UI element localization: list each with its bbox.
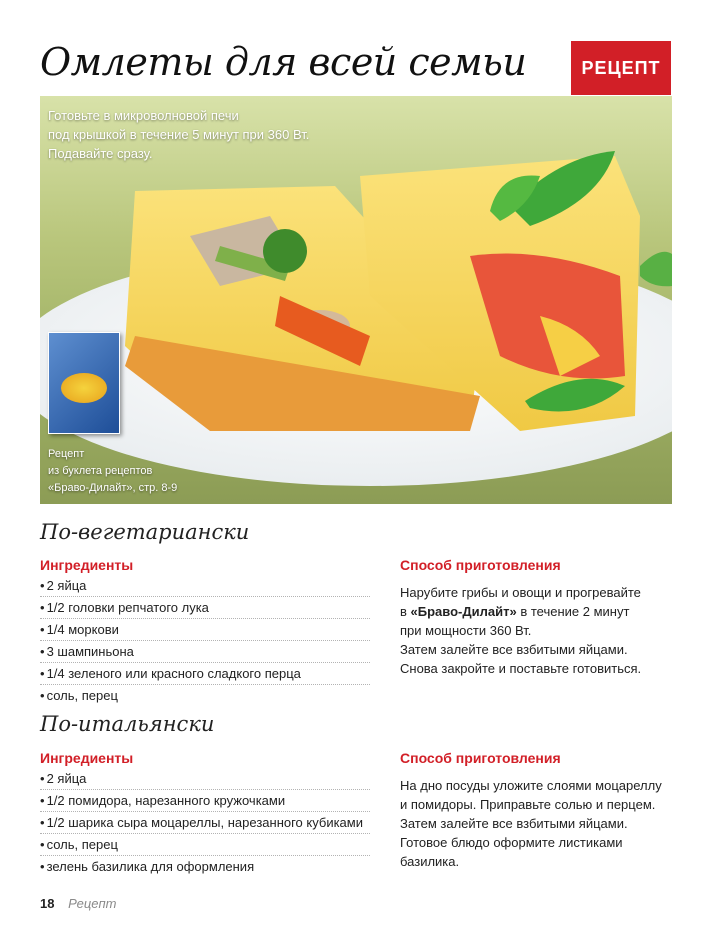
method-line: базилика. (400, 854, 460, 869)
method-title-italian: Способ приготовления (400, 750, 561, 766)
page-footer (40, 896, 117, 911)
method-line: в «Браво-Дилайт» в течение 2 минут (400, 604, 630, 619)
ingredients-title-vegetarian: Ингредиенты (40, 557, 134, 573)
method-line: Затем залейте все взбитыми яйцами. (400, 816, 628, 831)
recipe-badge: РЕЦЕПТ (571, 41, 671, 95)
intro-line: Готовьте в микроволновой печи (48, 108, 239, 123)
method-title-vegetarian: Способ приготовления (400, 557, 561, 573)
section-heading-vegetarian: По-вегетариански (40, 520, 250, 544)
page-title: Омлеты для всей семьи (40, 40, 527, 84)
booklet-omelet-image (61, 373, 107, 403)
ingredient-item: • 1/2 помидора, нарезанного кружочками (40, 790, 370, 812)
method-text-vegetarian (400, 583, 641, 678)
booklet-caption-line: из буклета рецептов (48, 465, 153, 477)
method-text-italian (400, 776, 662, 871)
footer-section-label: Рецепт (68, 896, 117, 911)
method-line: Нарубите грибы и овощи и прогревайте (400, 585, 641, 600)
method-line: Снова закройте и поставьте готовиться. (400, 661, 642, 676)
ingredients-list-italian (40, 768, 370, 877)
method-line: при мощности 360 Вт. (400, 623, 532, 638)
method-line: Готовое блюдо оформите листиками (400, 835, 623, 850)
ingredient-item: • 2 яйца (40, 768, 370, 790)
ingredient-item: • соль, перец (40, 834, 370, 856)
ingredients-list-vegetarian (40, 575, 370, 706)
ingredient-item: • 1/4 моркови (40, 619, 370, 641)
ingredient-item: • 2 яйца (40, 575, 370, 597)
omelet-photo (40, 96, 672, 504)
intro-line: под крышкой в течение 5 минут при 360 Вт. (48, 127, 310, 142)
booklet-caption-line: Рецепт (48, 448, 85, 460)
booklet-caption (48, 446, 177, 497)
booklet-caption-line: «Браво-Дилайт», стр. 8-9 (48, 482, 178, 494)
ingredient-item: • 1/4 зеленого или красного сладкого перца (40, 663, 370, 685)
ingredient-item: • 3 шампиньона (40, 641, 370, 663)
method-line: и помидоры. Приправьте солью и перцем. (400, 797, 656, 812)
method-line: На дно посуды уложите слоями моцареллу (400, 778, 662, 793)
ingredients-title-italian: Ингредиенты (40, 750, 134, 766)
ingredient-item: • 1/2 головки репчатого лука (40, 597, 370, 619)
ingredient-item: • соль, перец (40, 688, 118, 703)
section-heading-italian: По-итальянски (40, 712, 215, 736)
page-number: 18 (40, 896, 55, 911)
booklet-cover-image (48, 332, 120, 434)
ingredient-item: • зелень базилика для оформления (40, 859, 255, 874)
intro-line: Подавайте сразу. (48, 146, 153, 161)
serving-instructions (48, 106, 378, 163)
ingredient-item: • 1/2 шарика сыра моцареллы, нарезанного кубиками (40, 812, 370, 834)
method-line: Затем залейте все взбитыми яйцами. (400, 642, 628, 657)
